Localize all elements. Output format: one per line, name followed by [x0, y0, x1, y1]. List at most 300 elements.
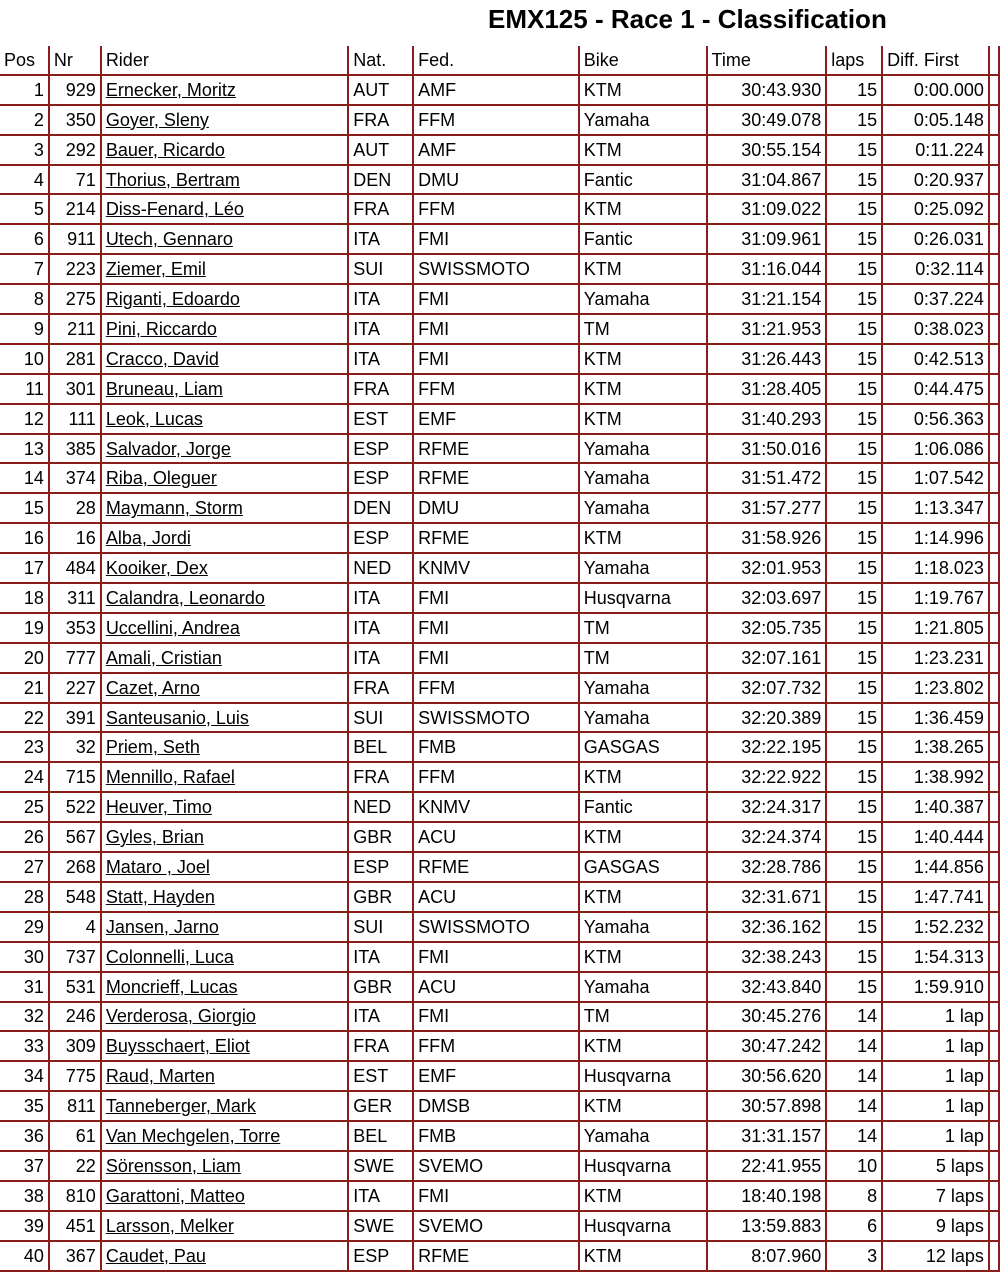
cell-fed: FFM	[414, 106, 580, 136]
rider-link[interactable]: Ernecker, Moritz	[105, 79, 236, 100]
rider-link[interactable]: Bauer, Ricardo	[105, 139, 225, 160]
table-row	[0, 1212, 1000, 1242]
cell-laps: 15	[827, 913, 883, 943]
cell-time: 32:22.195	[708, 733, 828, 763]
cell-rider	[102, 733, 349, 763]
cell-diff-first: 0:42.513	[883, 345, 990, 375]
cell-nat: SWE	[349, 1212, 414, 1242]
cell-bike: KTM	[580, 136, 708, 166]
rider-link[interactable]: Diss-Fenard, Léo	[105, 199, 244, 220]
cell-fed: SWISSMOTO	[414, 913, 580, 943]
cell-fed: FFM	[414, 195, 580, 225]
cell-diff-first: 0:38.023	[883, 315, 990, 345]
cell-bike: Yamaha	[580, 554, 708, 584]
rider-link[interactable]: Calandra, Leonardo	[105, 587, 265, 608]
cell-nat: SWE	[349, 1152, 414, 1182]
table-row	[0, 285, 1000, 315]
cell-pos: 7	[0, 255, 50, 285]
header-time: Time	[708, 46, 828, 76]
table-row	[0, 674, 1000, 704]
cell-bike: KTM	[580, 1092, 708, 1122]
cell-fed: RFME	[414, 464, 580, 494]
cell-rider	[102, 1152, 349, 1182]
cell-pos: 26	[0, 823, 50, 853]
cell-diff-first: 0:20.937	[883, 166, 990, 196]
header-fed: Fed.	[414, 46, 580, 76]
header-laps: laps	[827, 46, 883, 76]
cell-time: 31:50.016	[708, 435, 828, 465]
cell-diff-first: 1:59.910	[883, 973, 990, 1003]
cell-bike: KTM	[580, 763, 708, 793]
cell-rider	[102, 1062, 349, 1092]
cell-pos: 40	[0, 1242, 50, 1272]
cell-nat: GBR	[349, 823, 414, 853]
cell-nr: 353	[50, 614, 102, 644]
cell-extra	[990, 435, 1000, 465]
cell-bike: KTM	[580, 76, 708, 106]
cell-nr: 777	[50, 644, 102, 674]
cell-rider	[102, 1122, 349, 1152]
cell-time: 31:16.044	[708, 255, 828, 285]
cell-fed: FMI	[414, 943, 580, 973]
cell-diff-first: 0:11.224	[883, 136, 990, 166]
cell-laps: 15	[827, 106, 883, 136]
cell-rider	[102, 106, 349, 136]
table-row	[0, 136, 1000, 166]
cell-laps: 15	[827, 195, 883, 225]
cell-pos: 16	[0, 524, 50, 554]
cell-rider	[102, 554, 349, 584]
cell-extra	[990, 136, 1000, 166]
cell-nat: FRA	[349, 674, 414, 704]
cell-rider	[102, 1242, 349, 1272]
rider-link[interactable]: Mataro , Joel	[105, 856, 210, 877]
cell-extra	[990, 1003, 1000, 1033]
cell-extra	[990, 1092, 1000, 1122]
cell-time: 32:36.162	[708, 913, 828, 943]
cell-time: 32:24.374	[708, 823, 828, 853]
cell-diff-first: 12 laps	[883, 1242, 990, 1272]
cell-time: 32:43.840	[708, 973, 828, 1003]
cell-diff-first: 0:37.224	[883, 285, 990, 315]
cell-diff-first: 1:23.802	[883, 674, 990, 704]
rider-link[interactable]: Raud, Marten	[105, 1066, 215, 1087]
cell-extra	[990, 1152, 1000, 1182]
cell-nr: 32	[50, 733, 102, 763]
cell-fed: SWISSMOTO	[414, 704, 580, 734]
rider-link[interactable]: Utech, Gennaro	[105, 229, 233, 250]
cell-rider	[102, 195, 349, 225]
cell-laps: 15	[827, 375, 883, 405]
table-row	[0, 733, 1000, 763]
cell-fed: FMB	[414, 1122, 580, 1152]
rider-link[interactable]: Tanneberger, Mark	[105, 1096, 256, 1117]
cell-laps: 15	[827, 943, 883, 973]
cell-pos: 36	[0, 1122, 50, 1152]
cell-fed: FFM	[414, 674, 580, 704]
rider-link[interactable]: Caudet, Pau	[105, 1245, 206, 1266]
table-row	[0, 225, 1000, 255]
cell-nat: EST	[349, 1062, 414, 1092]
cell-extra	[990, 793, 1000, 823]
cell-extra	[990, 405, 1000, 435]
rider-link[interactable]: Pini, Riccardo	[105, 318, 217, 339]
cell-bike: Fantic	[580, 166, 708, 196]
header-row	[0, 46, 1000, 76]
cell-extra	[990, 285, 1000, 315]
cell-nat: SUI	[349, 704, 414, 734]
cell-extra	[990, 345, 1000, 375]
cell-pos: 5	[0, 195, 50, 225]
cell-extra	[990, 704, 1000, 734]
rider-link[interactable]: Uccellini, Andrea	[105, 617, 240, 638]
cell-diff-first: 7 laps	[883, 1182, 990, 1212]
cell-extra	[990, 584, 1000, 614]
cell-pos: 13	[0, 435, 50, 465]
cell-extra	[990, 494, 1000, 524]
header-nat: Nat.	[349, 46, 414, 76]
cell-nat: AUT	[349, 76, 414, 106]
cell-rider	[102, 315, 349, 345]
cell-nr: 61	[50, 1122, 102, 1152]
table-row	[0, 1062, 1000, 1092]
rider-link[interactable]: Larsson, Melker	[105, 1215, 234, 1236]
cell-extra	[990, 674, 1000, 704]
rider-link[interactable]: Sörensson, Liam	[105, 1155, 241, 1176]
cell-fed: EMF	[414, 405, 580, 435]
cell-time: 32:28.786	[708, 853, 828, 883]
cell-laps: 15	[827, 763, 883, 793]
cell-laps: 15	[827, 524, 883, 554]
rider-link[interactable]: Gyles, Brian	[105, 827, 204, 848]
header-nr: Nr	[50, 46, 102, 76]
cell-nat: FRA	[349, 1032, 414, 1062]
cell-time: 31:09.022	[708, 195, 828, 225]
cell-fed: FFM	[414, 1032, 580, 1062]
cell-diff-first: 0:05.148	[883, 106, 990, 136]
cell-diff-first: 1 lap	[883, 1032, 990, 1062]
rider-link[interactable]: Ziemer, Emil	[105, 259, 206, 280]
cell-laps: 15	[827, 823, 883, 853]
table-row	[0, 166, 1000, 196]
cell-extra	[990, 614, 1000, 644]
cell-rider	[102, 285, 349, 315]
table-row	[0, 1032, 1000, 1062]
cell-nr: 4	[50, 913, 102, 943]
cell-rider	[102, 973, 349, 1003]
cell-rider	[102, 1032, 349, 1062]
cell-laps: 3	[827, 1242, 883, 1272]
cell-nr: 292	[50, 136, 102, 166]
cell-fed: FMI	[414, 584, 580, 614]
rider-link[interactable]: Maymann, Storm	[105, 498, 243, 519]
cell-nr: 391	[50, 704, 102, 734]
rider-link[interactable]: Cracco, David	[105, 348, 219, 369]
rider-link[interactable]: Jansen, Jarno	[105, 916, 219, 937]
cell-bike: Husqvarna	[580, 1212, 708, 1242]
cell-rider	[102, 435, 349, 465]
cell-pos: 38	[0, 1182, 50, 1212]
cell-pos: 29	[0, 913, 50, 943]
cell-laps: 15	[827, 853, 883, 883]
cell-rider	[102, 883, 349, 913]
cell-diff-first: 1 lap	[883, 1122, 990, 1152]
cell-fed: FFM	[414, 375, 580, 405]
cell-nr: 810	[50, 1182, 102, 1212]
cell-extra	[990, 166, 1000, 196]
cell-diff-first: 0:56.363	[883, 405, 990, 435]
cell-nr: 775	[50, 1062, 102, 1092]
rider-link[interactable]: Thorius, Bertram	[105, 169, 240, 190]
cell-diff-first: 1 lap	[883, 1062, 990, 1092]
cell-rider	[102, 614, 349, 644]
cell-time: 31:09.961	[708, 225, 828, 255]
cell-rider	[102, 464, 349, 494]
cell-bike: Fantic	[580, 793, 708, 823]
cell-pos: 23	[0, 733, 50, 763]
cell-fed: FMI	[414, 285, 580, 315]
cell-nr: 374	[50, 464, 102, 494]
cell-bike: KTM	[580, 255, 708, 285]
cell-extra	[990, 106, 1000, 136]
cell-diff-first: 0:44.475	[883, 375, 990, 405]
cell-time: 32:22.922	[708, 763, 828, 793]
cell-laps: 14	[827, 1092, 883, 1122]
cell-time: 22:41.955	[708, 1152, 828, 1182]
table-row	[0, 195, 1000, 225]
cell-time: 31:31.157	[708, 1122, 828, 1152]
cell-nat: FRA	[349, 195, 414, 225]
cell-rider	[102, 943, 349, 973]
cell-bike: KTM	[580, 883, 708, 913]
cell-diff-first: 1 lap	[883, 1003, 990, 1033]
cell-bike: KTM	[580, 943, 708, 973]
cell-diff-first: 0:25.092	[883, 195, 990, 225]
cell-nr: 522	[50, 793, 102, 823]
rider-link[interactable]: Cazet, Arno	[105, 677, 200, 698]
cell-nat: NED	[349, 793, 414, 823]
rider-link[interactable]: Heuver, Timo	[105, 797, 212, 818]
cell-pos: 18	[0, 584, 50, 614]
cell-rider	[102, 405, 349, 435]
cell-rider	[102, 1003, 349, 1033]
cell-time: 31:26.443	[708, 345, 828, 375]
table-row	[0, 315, 1000, 345]
table-row	[0, 883, 1000, 913]
cell-time: 31:04.867	[708, 166, 828, 196]
cell-rider	[102, 225, 349, 255]
cell-laps: 15	[827, 614, 883, 644]
cell-bike: TM	[580, 644, 708, 674]
cell-extra	[990, 943, 1000, 973]
cell-pos: 11	[0, 375, 50, 405]
table-row	[0, 464, 1000, 494]
cell-laps: 8	[827, 1182, 883, 1212]
table-row	[0, 943, 1000, 973]
cell-diff-first: 0:26.031	[883, 225, 990, 255]
cell-fed: DMU	[414, 494, 580, 524]
cell-bike: Yamaha	[580, 106, 708, 136]
cell-laps: 15	[827, 883, 883, 913]
cell-extra	[990, 853, 1000, 883]
cell-rider	[102, 913, 349, 943]
rider-link[interactable]: Goyer, Sleny	[105, 109, 209, 130]
cell-pos: 25	[0, 793, 50, 823]
cell-nr: 211	[50, 315, 102, 345]
cell-laps: 15	[827, 166, 883, 196]
cell-laps: 15	[827, 973, 883, 1003]
cell-pos: 22	[0, 704, 50, 734]
cell-fed: FMI	[414, 225, 580, 255]
rider-link[interactable]: Garattoni, Matteo	[105, 1185, 245, 1206]
cell-fed: FMB	[414, 733, 580, 763]
cell-extra	[990, 255, 1000, 285]
cell-time: 32:24.317	[708, 793, 828, 823]
rider-link[interactable]: Riganti, Edoardo	[105, 289, 240, 310]
header-rider: Rider	[102, 46, 349, 76]
cell-time: 31:21.953	[708, 315, 828, 345]
cell-laps: 15	[827, 315, 883, 345]
cell-laps: 15	[827, 464, 883, 494]
cell-fed: SVEMO	[414, 1152, 580, 1182]
cell-time: 31:58.926	[708, 524, 828, 554]
cell-pos: 34	[0, 1062, 50, 1092]
cell-pos: 8	[0, 285, 50, 315]
cell-rider	[102, 674, 349, 704]
cell-pos: 1	[0, 76, 50, 106]
cell-extra	[990, 76, 1000, 106]
cell-nr: 227	[50, 674, 102, 704]
cell-rider	[102, 375, 349, 405]
rider-link[interactable]: Moncrieff, Lucas	[105, 976, 238, 997]
cell-pos: 17	[0, 554, 50, 584]
rider-link[interactable]: Priem, Seth	[105, 737, 200, 758]
rider-link[interactable]: Leok, Lucas	[105, 408, 203, 429]
cell-extra	[990, 1182, 1000, 1212]
cell-fed: KNMV	[414, 554, 580, 584]
cell-laps: 14	[827, 1122, 883, 1152]
page-title: EMX125 - Race 1 - Classification	[488, 4, 887, 34]
cell-rider	[102, 136, 349, 166]
cell-bike: KTM	[580, 375, 708, 405]
rider-link[interactable]: Buysschaert, Eliot	[105, 1036, 250, 1057]
cell-bike: Fantic	[580, 225, 708, 255]
cell-rider	[102, 853, 349, 883]
cell-nr: 268	[50, 853, 102, 883]
cell-bike: KTM	[580, 1182, 708, 1212]
table-row	[0, 405, 1000, 435]
table-row	[0, 584, 1000, 614]
table-row	[0, 255, 1000, 285]
cell-bike: Yamaha	[580, 285, 708, 315]
cell-nat: DEN	[349, 494, 414, 524]
rider-link[interactable]: Verderosa, Giorgio	[105, 1006, 256, 1027]
cell-nat: DEN	[349, 166, 414, 196]
cell-nr: 567	[50, 823, 102, 853]
cell-rider	[102, 1092, 349, 1122]
cell-nr: 385	[50, 435, 102, 465]
cell-nat: ESP	[349, 1242, 414, 1272]
cell-rider	[102, 584, 349, 614]
table-header	[0, 46, 1000, 76]
cell-fed: SWISSMOTO	[414, 255, 580, 285]
cell-bike: Husqvarna	[580, 1062, 708, 1092]
rider-link[interactable]: Alba, Jordi	[105, 528, 191, 549]
table-row	[0, 793, 1000, 823]
rider-link[interactable]: Statt, Hayden	[105, 886, 215, 907]
cell-pos: 21	[0, 674, 50, 704]
cell-laps: 15	[827, 405, 883, 435]
rider-link[interactable]: Amali, Cristian	[105, 647, 222, 668]
table-row	[0, 704, 1000, 734]
rider-link[interactable]: Colonnelli, Luca	[105, 946, 234, 967]
cell-bike: TM	[580, 315, 708, 345]
cell-diff-first: 1:06.086	[883, 435, 990, 465]
cell-fed: DMU	[414, 166, 580, 196]
cell-fed: SVEMO	[414, 1212, 580, 1242]
cell-extra	[990, 1122, 1000, 1152]
cell-bike: Yamaha	[580, 435, 708, 465]
cell-fed: FMI	[414, 644, 580, 674]
cell-laps: 15	[827, 435, 883, 465]
cell-nr: 71	[50, 166, 102, 196]
cell-nr: 737	[50, 943, 102, 973]
rider-link[interactable]: Riba, Oleguer	[105, 468, 217, 489]
cell-extra	[990, 464, 1000, 494]
table-row	[0, 614, 1000, 644]
table-row	[0, 973, 1000, 1003]
cell-laps: 15	[827, 225, 883, 255]
cell-bike: KTM	[580, 823, 708, 853]
cell-nat: ITA	[349, 943, 414, 973]
cell-laps: 15	[827, 584, 883, 614]
cell-bike: KTM	[580, 345, 708, 375]
cell-rider	[102, 524, 349, 554]
rider-link[interactable]: Van Mechgelen, Torre	[105, 1126, 281, 1146]
cell-nr: 28	[50, 494, 102, 524]
rider-link[interactable]: Mennillo, Rafael	[105, 767, 235, 788]
header-pos: Pos	[0, 46, 50, 76]
table-row	[0, 435, 1000, 465]
rider-link[interactable]: Santeusanio, Luis	[105, 707, 249, 728]
cell-diff-first: 1 lap	[883, 1092, 990, 1122]
cell-fed: FMI	[414, 1182, 580, 1212]
cell-bike: Yamaha	[580, 464, 708, 494]
cell-nat: FRA	[349, 106, 414, 136]
rider-link[interactable]: Salvador, Jorge	[105, 438, 231, 459]
header-bike: Bike	[580, 46, 708, 76]
cell-extra	[990, 524, 1000, 554]
cell-fed: FFM	[414, 763, 580, 793]
rider-link[interactable]: Bruneau, Liam	[105, 378, 223, 399]
cell-laps: 15	[827, 76, 883, 106]
rider-link[interactable]: Kooiker, Dex	[105, 558, 208, 579]
cell-nr: 350	[50, 106, 102, 136]
cell-laps: 15	[827, 704, 883, 734]
table-row	[0, 1122, 1000, 1152]
cell-diff-first: 1:23.231	[883, 644, 990, 674]
cell-time: 13:59.883	[708, 1212, 828, 1242]
cell-diff-first: 1:19.767	[883, 584, 990, 614]
cell-fed: AMF	[414, 136, 580, 166]
cell-rider	[102, 763, 349, 793]
cell-pos: 19	[0, 614, 50, 644]
cell-fed: FMI	[414, 614, 580, 644]
cell-nr: 548	[50, 883, 102, 913]
cell-laps: 10	[827, 1152, 883, 1182]
cell-time: 32:01.953	[708, 554, 828, 584]
table-row	[0, 106, 1000, 136]
